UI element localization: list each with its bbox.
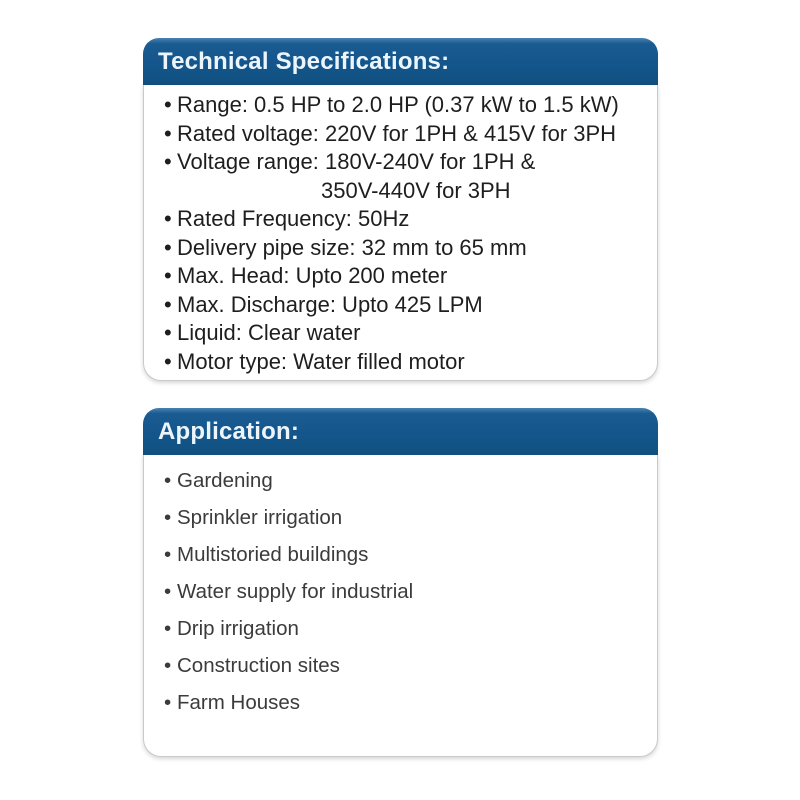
application-item (164, 610, 649, 647)
spec-item-text: Voltage range: 180V-240V for 1PH & (177, 149, 536, 174)
technical-specifications-card (143, 38, 658, 381)
bullet-icon: • (164, 92, 172, 117)
application-item-text: Gardening (177, 469, 273, 492)
application-item (164, 684, 649, 721)
spec-item-text: Liquid: Clear water (177, 320, 361, 345)
spec-item-text: Rated Frequency: 50Hz (177, 206, 410, 231)
application-item-text: Farm Houses (177, 691, 301, 714)
spec-item-text: Range: 0.5 HP to 2.0 HP (0.37 kW to 1.5 kW) (177, 92, 619, 117)
technical-specifications-list (164, 91, 649, 376)
application-item (164, 573, 649, 610)
spec-item (164, 120, 649, 149)
spec-item-text: Delivery pipe size: 32 mm to 65 mm (177, 234, 527, 260)
bullet-icon: • (164, 469, 172, 492)
technical-specifications-header (143, 38, 658, 85)
spec-item (164, 91, 649, 120)
bullet-icon: • (164, 120, 172, 146)
bullet-icon: • (164, 654, 172, 677)
bullet-icon: • (164, 149, 172, 174)
application-item-text: Water supply for industrial (177, 580, 414, 603)
spec-item-text: Max. Discharge: Upto 425 LPM (177, 291, 483, 317)
application-body (143, 455, 658, 757)
application-list (164, 462, 649, 721)
bullet-icon: • (164, 234, 172, 260)
application-card (143, 408, 658, 757)
application-item (164, 462, 649, 499)
application-title: Application: (158, 417, 300, 445)
spec-item-text: Motor type: Water filled motor (177, 348, 465, 374)
bullet-icon: • (164, 320, 172, 345)
spec-item-text: Rated voltage: 220V for 1PH & 415V for 3PH (177, 120, 617, 146)
bullet-icon: • (164, 291, 172, 317)
application-header (143, 408, 658, 455)
bullet-icon: • (164, 506, 172, 529)
bullet-icon: • (164, 617, 172, 640)
bullet-icon: • (164, 580, 172, 603)
application-item-text: Sprinkler irrigation (177, 506, 343, 529)
spec-item (164, 291, 649, 320)
spec-item-continuation (164, 177, 649, 206)
application-item (164, 536, 649, 573)
bullet-icon: • (164, 543, 172, 566)
spec-item-continuation-text: 350V-440V for 3PH (321, 177, 511, 203)
bullet-icon: • (164, 691, 172, 714)
bullet-icon: • (164, 348, 172, 374)
spec-item (164, 205, 649, 234)
spec-item (164, 319, 649, 348)
spec-item (164, 234, 649, 263)
technical-specifications-title: Technical Specifications: (158, 47, 450, 75)
bullet-icon: • (164, 263, 172, 288)
spec-item (164, 348, 649, 377)
application-item-text: Drip irrigation (177, 617, 299, 640)
application-item-text: Construction sites (177, 654, 340, 677)
application-item (164, 647, 649, 684)
technical-specifications-body (143, 85, 658, 381)
application-item (164, 499, 649, 536)
spec-item (164, 262, 649, 291)
spec-item (164, 148, 649, 177)
application-item-text: Multistoried buildings (177, 543, 369, 566)
spec-item-text: Max. Head: Upto 200 meter (177, 263, 448, 288)
bullet-icon: • (164, 206, 172, 231)
